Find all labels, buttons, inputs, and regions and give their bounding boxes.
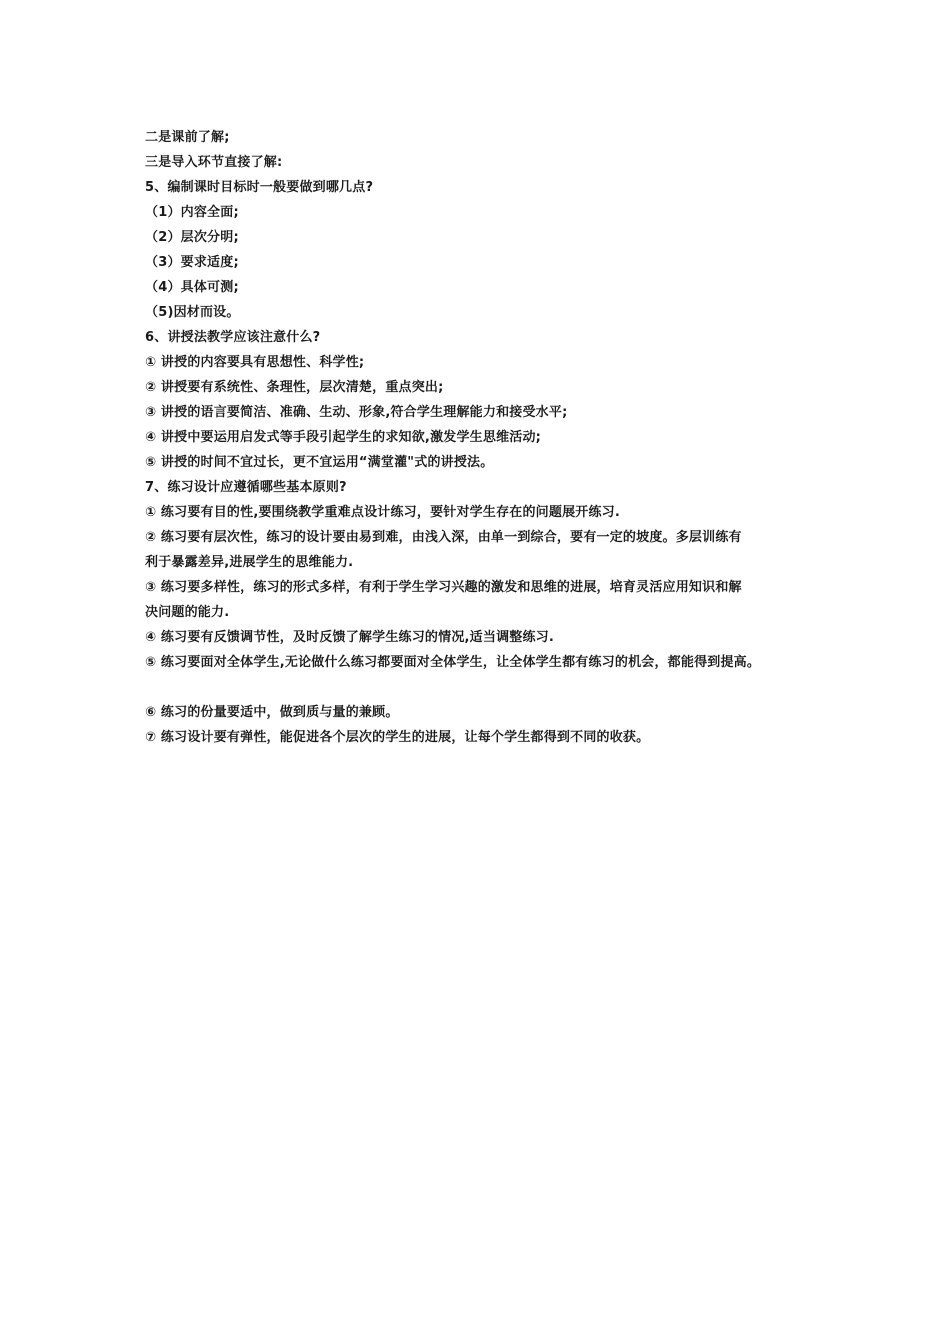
list-item-continuation: 决问题的能力. [145,605,230,620]
list-item: ① 练习要有目的性,要围绕教学重难点设计练习，要针对学生存在的问题展开练习. [145,505,621,520]
list-item: ② 练习要有层次性，练习的设计要由易到难，由浅入深，由单一到综合，要有一定的坡度。多层训练有 [145,530,742,545]
list-item: （3）要求适度; [145,255,239,270]
list-item: ⑤ 练习要面对全体学生,无论做什么练习都要面对全体学生，让全体学生都有练习的机会，都能得到提高。 [145,655,761,670]
list-item: ④ 讲授中要运用启发式等手段引起学生的求知欲,激发学生思维活动; [145,430,542,445]
list-item: ② 讲授要有系统性、条理性，层次清楚，重点突出; [145,380,444,395]
list-item-continuation: 利于暴露差异,进展学生的思维能力. [145,555,354,570]
question-heading: 6、讲授法教学应该注意什么? [145,330,321,345]
blank-line [145,675,845,700]
question-heading: 5、编制课时目标时一般要做到哪几点? [145,180,374,195]
list-item: ① 讲授的内容要具有思想性、科学性; [145,355,365,370]
question-heading: 7、练习设计应遵循哪些基本原则? [145,480,347,495]
list-item: ④ 练习要有反馈调节性，及时反馈了解学生练习的情况,适当调整练习. [145,630,555,645]
list-item: （2）层次分明; [145,230,239,245]
list-item: ③ 练习要多样性，练习的形式多样，有利于学生学习兴趣的激发和思维的进展，培育灵活应用知识和解 [145,580,742,595]
list-item: ⑦ 练习设计要有弹性，能促进各个层次的学生的进展，让每个学生都得到不同的收获。 [145,730,650,745]
list-item: ⑤ 讲授的时间不宜过长，更不宜运用“满堂灌"式的讲授法。 [145,455,494,470]
text-line: 二是课前了解; [145,130,230,145]
list-item: （5)因材而设。 [145,305,240,320]
text-line: 三是导入环节直接了解: [145,155,283,170]
list-item: （4）具体可测; [145,280,239,295]
list-item: （1）内容全面; [145,205,239,220]
list-item: ③ 讲授的语言要简洁、准确、生动、形象,符合学生理解能力和接受水平; [145,405,568,420]
document-body [145,125,845,750]
list-item: ⑥ 练习的份量要适中，做到质与量的兼顾。 [145,705,399,720]
